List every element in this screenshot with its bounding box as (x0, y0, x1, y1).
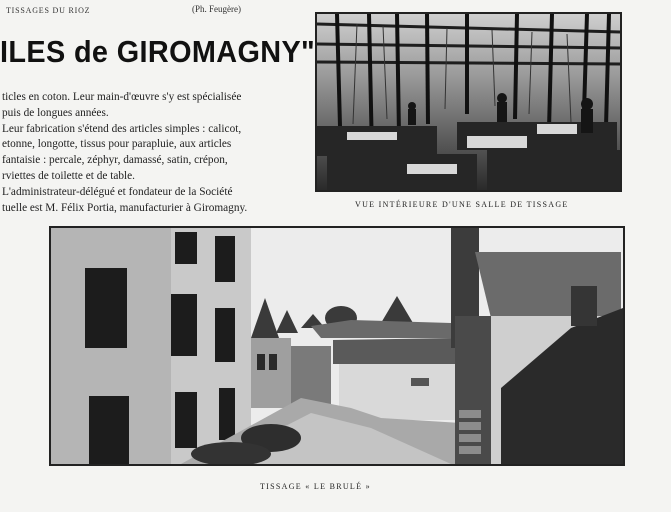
article-body (2, 90, 298, 216)
body-line: puis de longues années. (2, 106, 109, 119)
mill-exterior-illustration (51, 228, 623, 464)
mill-exterior-caption: TISSAGE « LE BRULÉ » (260, 482, 371, 491)
weaving-hall-caption: VUE INTÉRIEURE D'UNE SALLE DE TISSAGE (355, 200, 569, 209)
body-line: fantaisie : percale, zéphyr, damassé, satin, crépon, (2, 154, 228, 167)
running-head: TISSAGES DU RIOZ (6, 6, 91, 15)
body-line: rviettes de toilette et de table. (2, 169, 135, 182)
body-line: L'administrateur-délégué et fondateur de la Société (2, 185, 233, 198)
body-line: ticles en coton. Leur main-d'œuvre s'y est spécialisée (2, 91, 242, 103)
body-line: Leur fabrication s'étend des articles simples : calicot, (2, 122, 242, 135)
article-headline: ILES de GIROMAGNY" (0, 34, 316, 69)
photo-credit: (Ph. Feugère) (192, 4, 241, 14)
body-line: etonne, longotte, tissus pour parapluie, aux articles (2, 138, 232, 151)
mill-exterior-photo (49, 226, 625, 466)
weaving-hall-photo (315, 12, 622, 192)
body-line: tuelle est M. Félix Portia, manufacturier à Giromagny. (2, 201, 248, 214)
weaving-hall-illustration (317, 14, 620, 190)
